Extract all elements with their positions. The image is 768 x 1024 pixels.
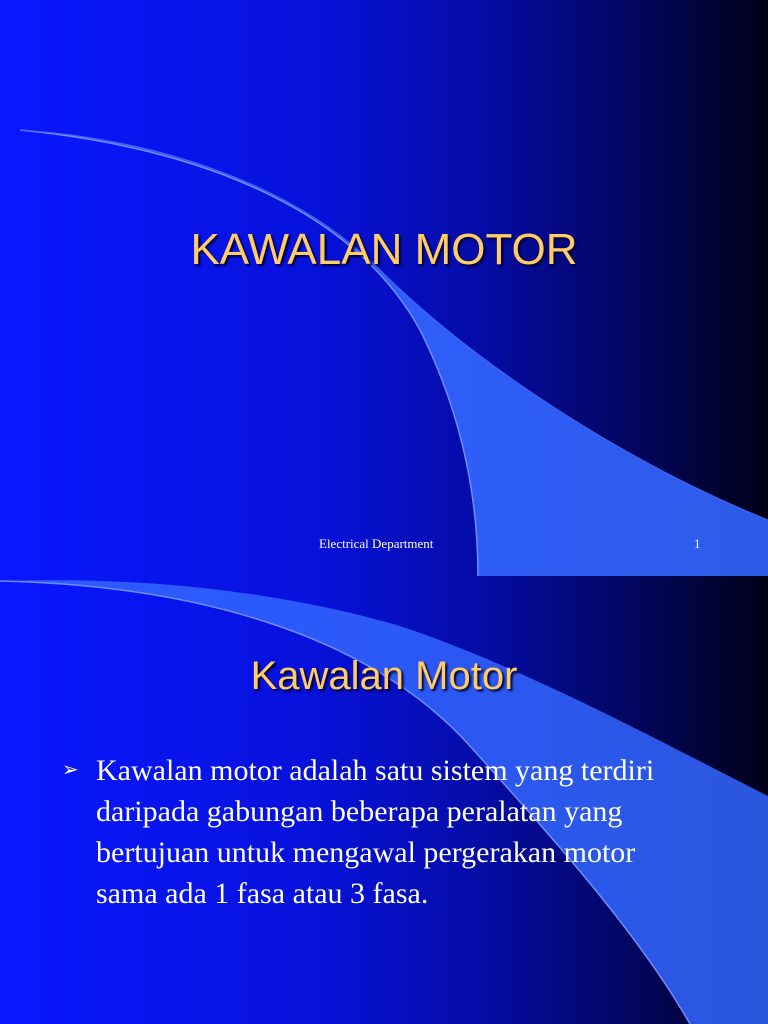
slide-title: KAWALAN MOTOR xyxy=(190,225,578,274)
bullet-list xyxy=(62,750,702,914)
bullet-text: Kawalan motor adalah satu sistem yang terdiri daripada gabungan beberapa peralatan yang bertujuan untuk mengawal pergerakan motor sama ada 1 fasa atau 3 fasa. xyxy=(96,754,655,910)
slide-number: 1 xyxy=(694,536,701,551)
list-item xyxy=(62,750,702,914)
slide-title: Kawalan Motor xyxy=(250,654,518,698)
footer-department: Electrical Department xyxy=(319,536,434,551)
bullet-arrow-icon: ➢ xyxy=(62,759,79,781)
slide-2 xyxy=(0,576,768,1024)
